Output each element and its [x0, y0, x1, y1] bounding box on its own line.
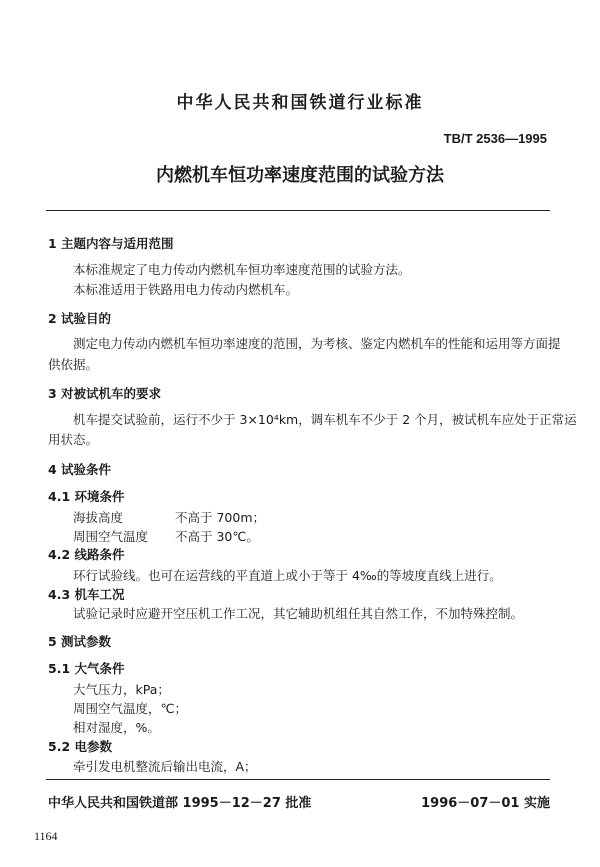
- section-1-heading: 1 主题内容与适用范围: [48, 236, 174, 251]
- section-2-para-line-1: 测定电力传动内燃机车恒功率速度的范围，为考核、鉴定内燃机车的性能和运用等方面提: [73, 336, 561, 351]
- section-5-2-heading: 5.2 电参数: [48, 739, 112, 754]
- section-4-2-heading: 4.2 线路条件: [48, 547, 125, 562]
- approval-line: 中华人民共和国铁道部 1995－12－27 批准: [48, 796, 312, 811]
- section-4-3-heading: 4.3 机车工况: [48, 587, 125, 602]
- section-3-para-line-2: 用状态。: [48, 432, 99, 447]
- section-3-heading: 3 对被试机车的要求: [48, 386, 162, 401]
- standard-number: TB/T 2536—1995: [443, 131, 547, 146]
- top-divider: [46, 210, 550, 211]
- section-5-2-item-1: 牵引发电机整流后输出电流，A；: [73, 759, 257, 774]
- section-5-1-item-2: 周围空气温度，℃；: [73, 701, 188, 716]
- section-3-para-line-1: 机车提交试验前，运行不少于 3×10⁴km，调车机车不少于 2 个月，被试机车应处于正常运: [73, 412, 577, 427]
- section-2-para-line-2: 供依据。: [48, 357, 99, 372]
- section-4-heading: 4 试验条件: [48, 462, 112, 477]
- section-5-1-heading: 5.1 大气条件: [48, 661, 125, 676]
- section-4-1-heading: 4.1 环境条件: [48, 489, 125, 504]
- section-4-3-text: 试验记录时应避开空压机工作工况，其它辅助机组任其自然工作，不加特殊控制。: [73, 606, 524, 621]
- section-2-heading: 2 试验目的: [48, 311, 112, 326]
- altitude-value: 不高于 700m；: [175, 510, 266, 525]
- altitude-label: 海拔高度: [73, 510, 124, 525]
- implementation-date: 1996－07－01 实施: [421, 796, 550, 811]
- section-5-heading: 5 测试参数: [48, 634, 112, 649]
- section-1-para-1: 本标准规定了电力传动内燃机车恒功率速度范围的试验方法。: [73, 262, 411, 277]
- temperature-label: 周围空气温度: [73, 529, 149, 544]
- section-1-para-2: 本标准适用于铁路用电力传动内燃机车。: [73, 282, 299, 297]
- section-5-1-item-1: 大气压力，kPa；: [73, 682, 170, 697]
- page-number: 1164: [34, 829, 58, 843]
- section-4-2-text: 环行试验线。也可在运营线的平直道上或小于等于 4‰的等坡度直线上进行。: [73, 568, 502, 583]
- document-title: 内燃机车恒功率速度范围的试验方法: [156, 165, 444, 186]
- bottom-divider: [46, 779, 550, 780]
- temperature-value: 不高于 30℃。: [175, 529, 259, 544]
- section-5-1-item-3: 相对湿度，%。: [73, 720, 160, 735]
- issuer-title: 中华人民共和国铁道行业标准: [176, 93, 424, 113]
